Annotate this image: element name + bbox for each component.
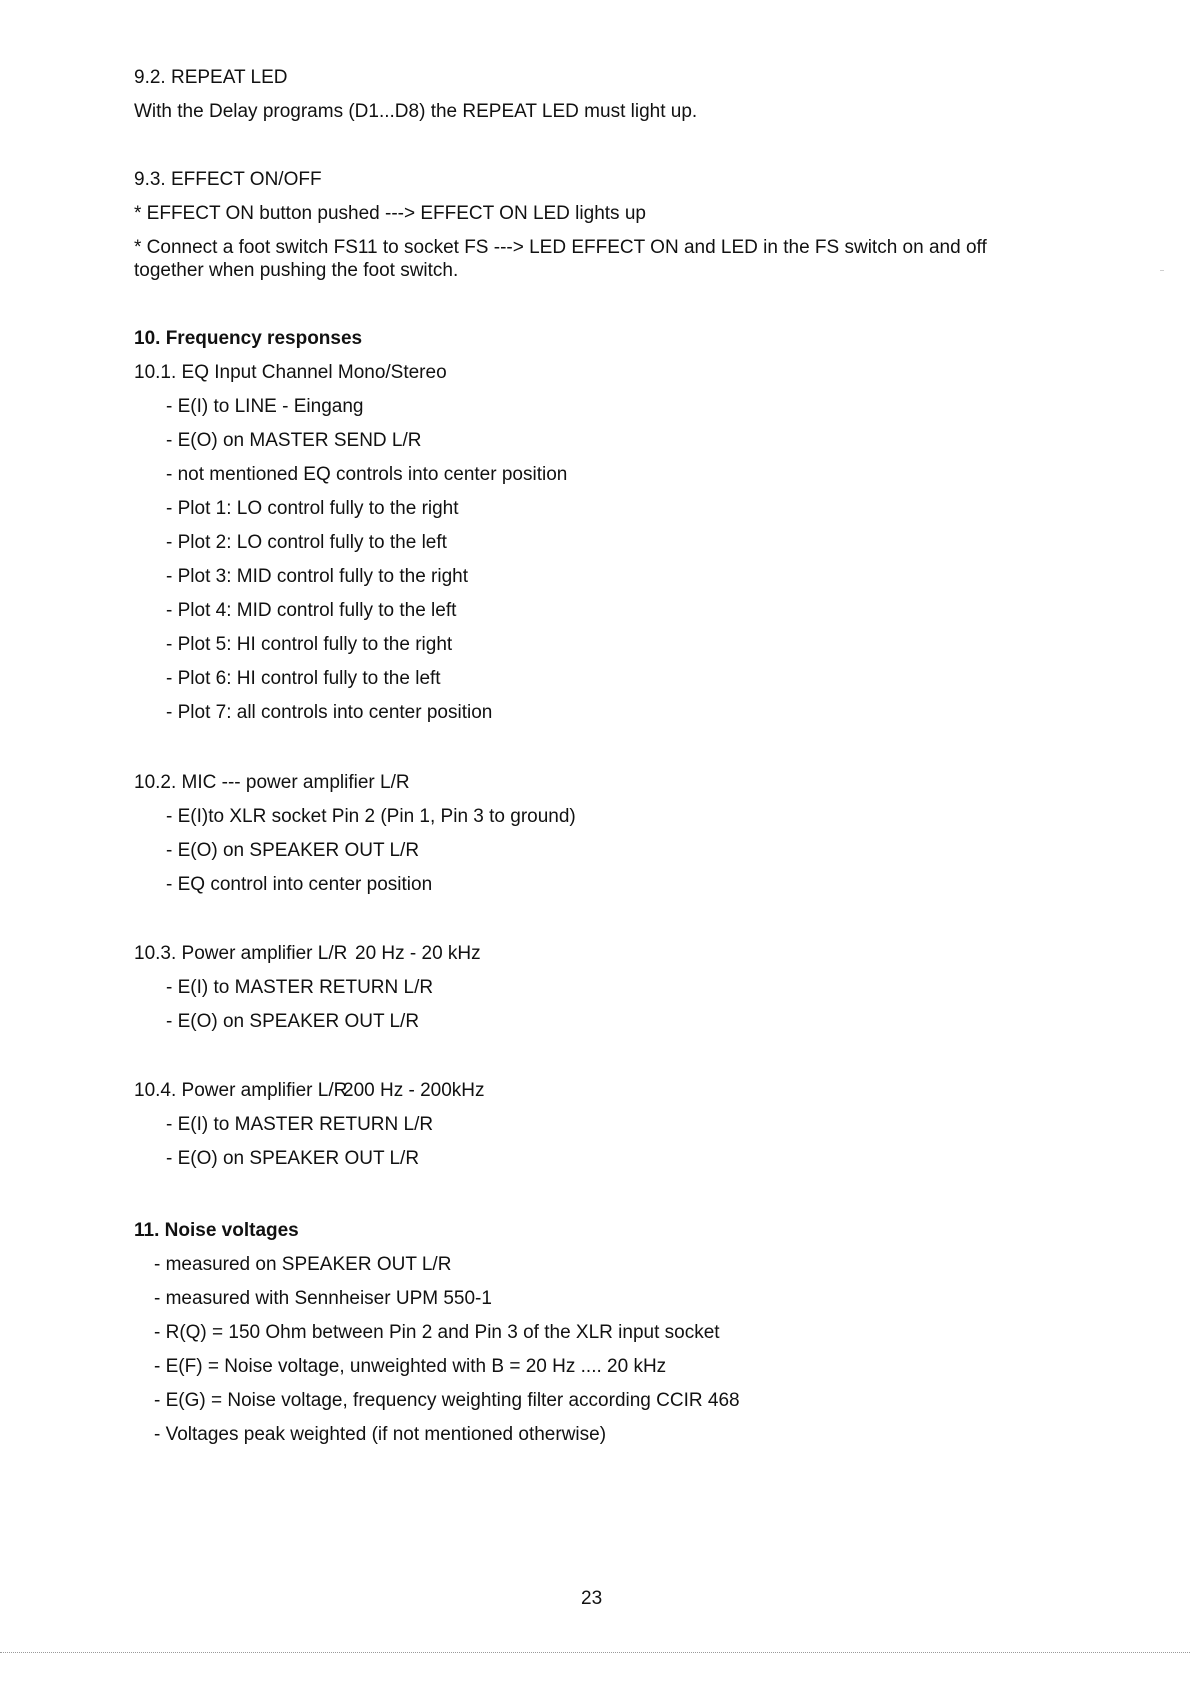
section-10-1-item: - E(O) on MASTER SEND L/R: [166, 430, 422, 451]
section-10-1-item: - Plot 6: HI control fully to the left: [166, 668, 441, 689]
section-11-item: - measured with Sennheiser UPM 550-1: [154, 1288, 492, 1309]
section-10-3-range: 20 Hz - 20 kHz: [355, 943, 481, 964]
section-11-item: - E(F) = Noise voltage, unweighted with B = 20 Hz .... 20 kHz: [154, 1356, 667, 1377]
section-10-3-item: - E(O) on SPEAKER OUT L/R: [166, 1011, 420, 1032]
scan-bottom-edge: [0, 1652, 1190, 1653]
section-10-1-heading: 10.1. EQ Input Channel Mono/Stereo: [134, 362, 447, 383]
section-11-item: - E(G) = Noise voltage, frequency weighting filter according CCIR 468: [154, 1390, 740, 1411]
section-10-4-range: 200 Hz - 200kHz: [343, 1080, 485, 1101]
section-10-3-heading: 10.3. Power amplifier L/R: [134, 943, 348, 964]
section-10-2-item: - EQ control into center position: [166, 874, 433, 895]
section-10-3-item: - E(I) to MASTER RETURN L/R: [166, 977, 434, 998]
section-10-2-item: - E(I)to XLR socket Pin 2 (Pin 1, Pin 3 to ground): [166, 806, 576, 827]
section-9-2-heading: 9.2. REPEAT LED: [134, 67, 288, 88]
section-10-1-item: - Plot 1: LO control fully to the right: [166, 498, 459, 519]
section-10-heading: 10. Frequency responses: [134, 328, 363, 349]
section-10-1-item: - Plot 4: MID control fully to the left: [166, 600, 457, 621]
page-number: 23: [581, 1588, 603, 1609]
section-11-item: - measured on SPEAKER OUT L/R: [154, 1254, 452, 1275]
section-10-2-heading: 10.2. MIC --- power amplifier L/R: [134, 772, 410, 793]
section-11-item: - Voltages peak weighted (if not mentioned otherwise): [154, 1424, 607, 1445]
scan-speck: [1160, 270, 1164, 271]
section-10-1-item: - not mentioned EQ controls into center position: [166, 464, 568, 485]
section-9-3-item-2-line-2: together when pushing the foot switch.: [134, 260, 459, 281]
section-10-1-item: - Plot 3: MID control fully to the right: [166, 566, 469, 587]
section-9-3-item-1: * EFFECT ON button pushed ---> EFFECT ON LED lights up: [134, 203, 646, 224]
section-9-3-heading: 9.3. EFFECT ON/OFF: [134, 169, 322, 190]
section-9-2-text: With the Delay programs (D1...D8) the REPEAT LED must light up.: [134, 101, 698, 122]
section-10-1-item: - Plot 2: LO control fully to the left: [166, 532, 447, 553]
section-10-4-item: - E(I) to MASTER RETURN L/R: [166, 1114, 434, 1135]
section-10-1-item: - Plot 7: all controls into center position: [166, 702, 493, 723]
section-10-1-item: - E(I) to LINE - Eingang: [166, 396, 364, 417]
section-10-4-heading: 10.4. Power amplifier L/R: [134, 1080, 348, 1101]
section-10-4-item: - E(O) on SPEAKER OUT L/R: [166, 1148, 420, 1169]
section-10-1-item: - Plot 5: HI control fully to the right: [166, 634, 453, 655]
section-11-heading: 11. Noise voltages: [134, 1220, 299, 1241]
section-10-2-item: - E(O) on SPEAKER OUT L/R: [166, 840, 420, 861]
section-11-item: - R(Q) = 150 Ohm between Pin 2 and Pin 3 of the XLR input socket: [154, 1322, 720, 1343]
section-9-3-item-2-line-1: * Connect a foot switch FS11 to socket FS ---> LED EFFECT ON and LED in the FS switch on and off: [134, 237, 987, 258]
